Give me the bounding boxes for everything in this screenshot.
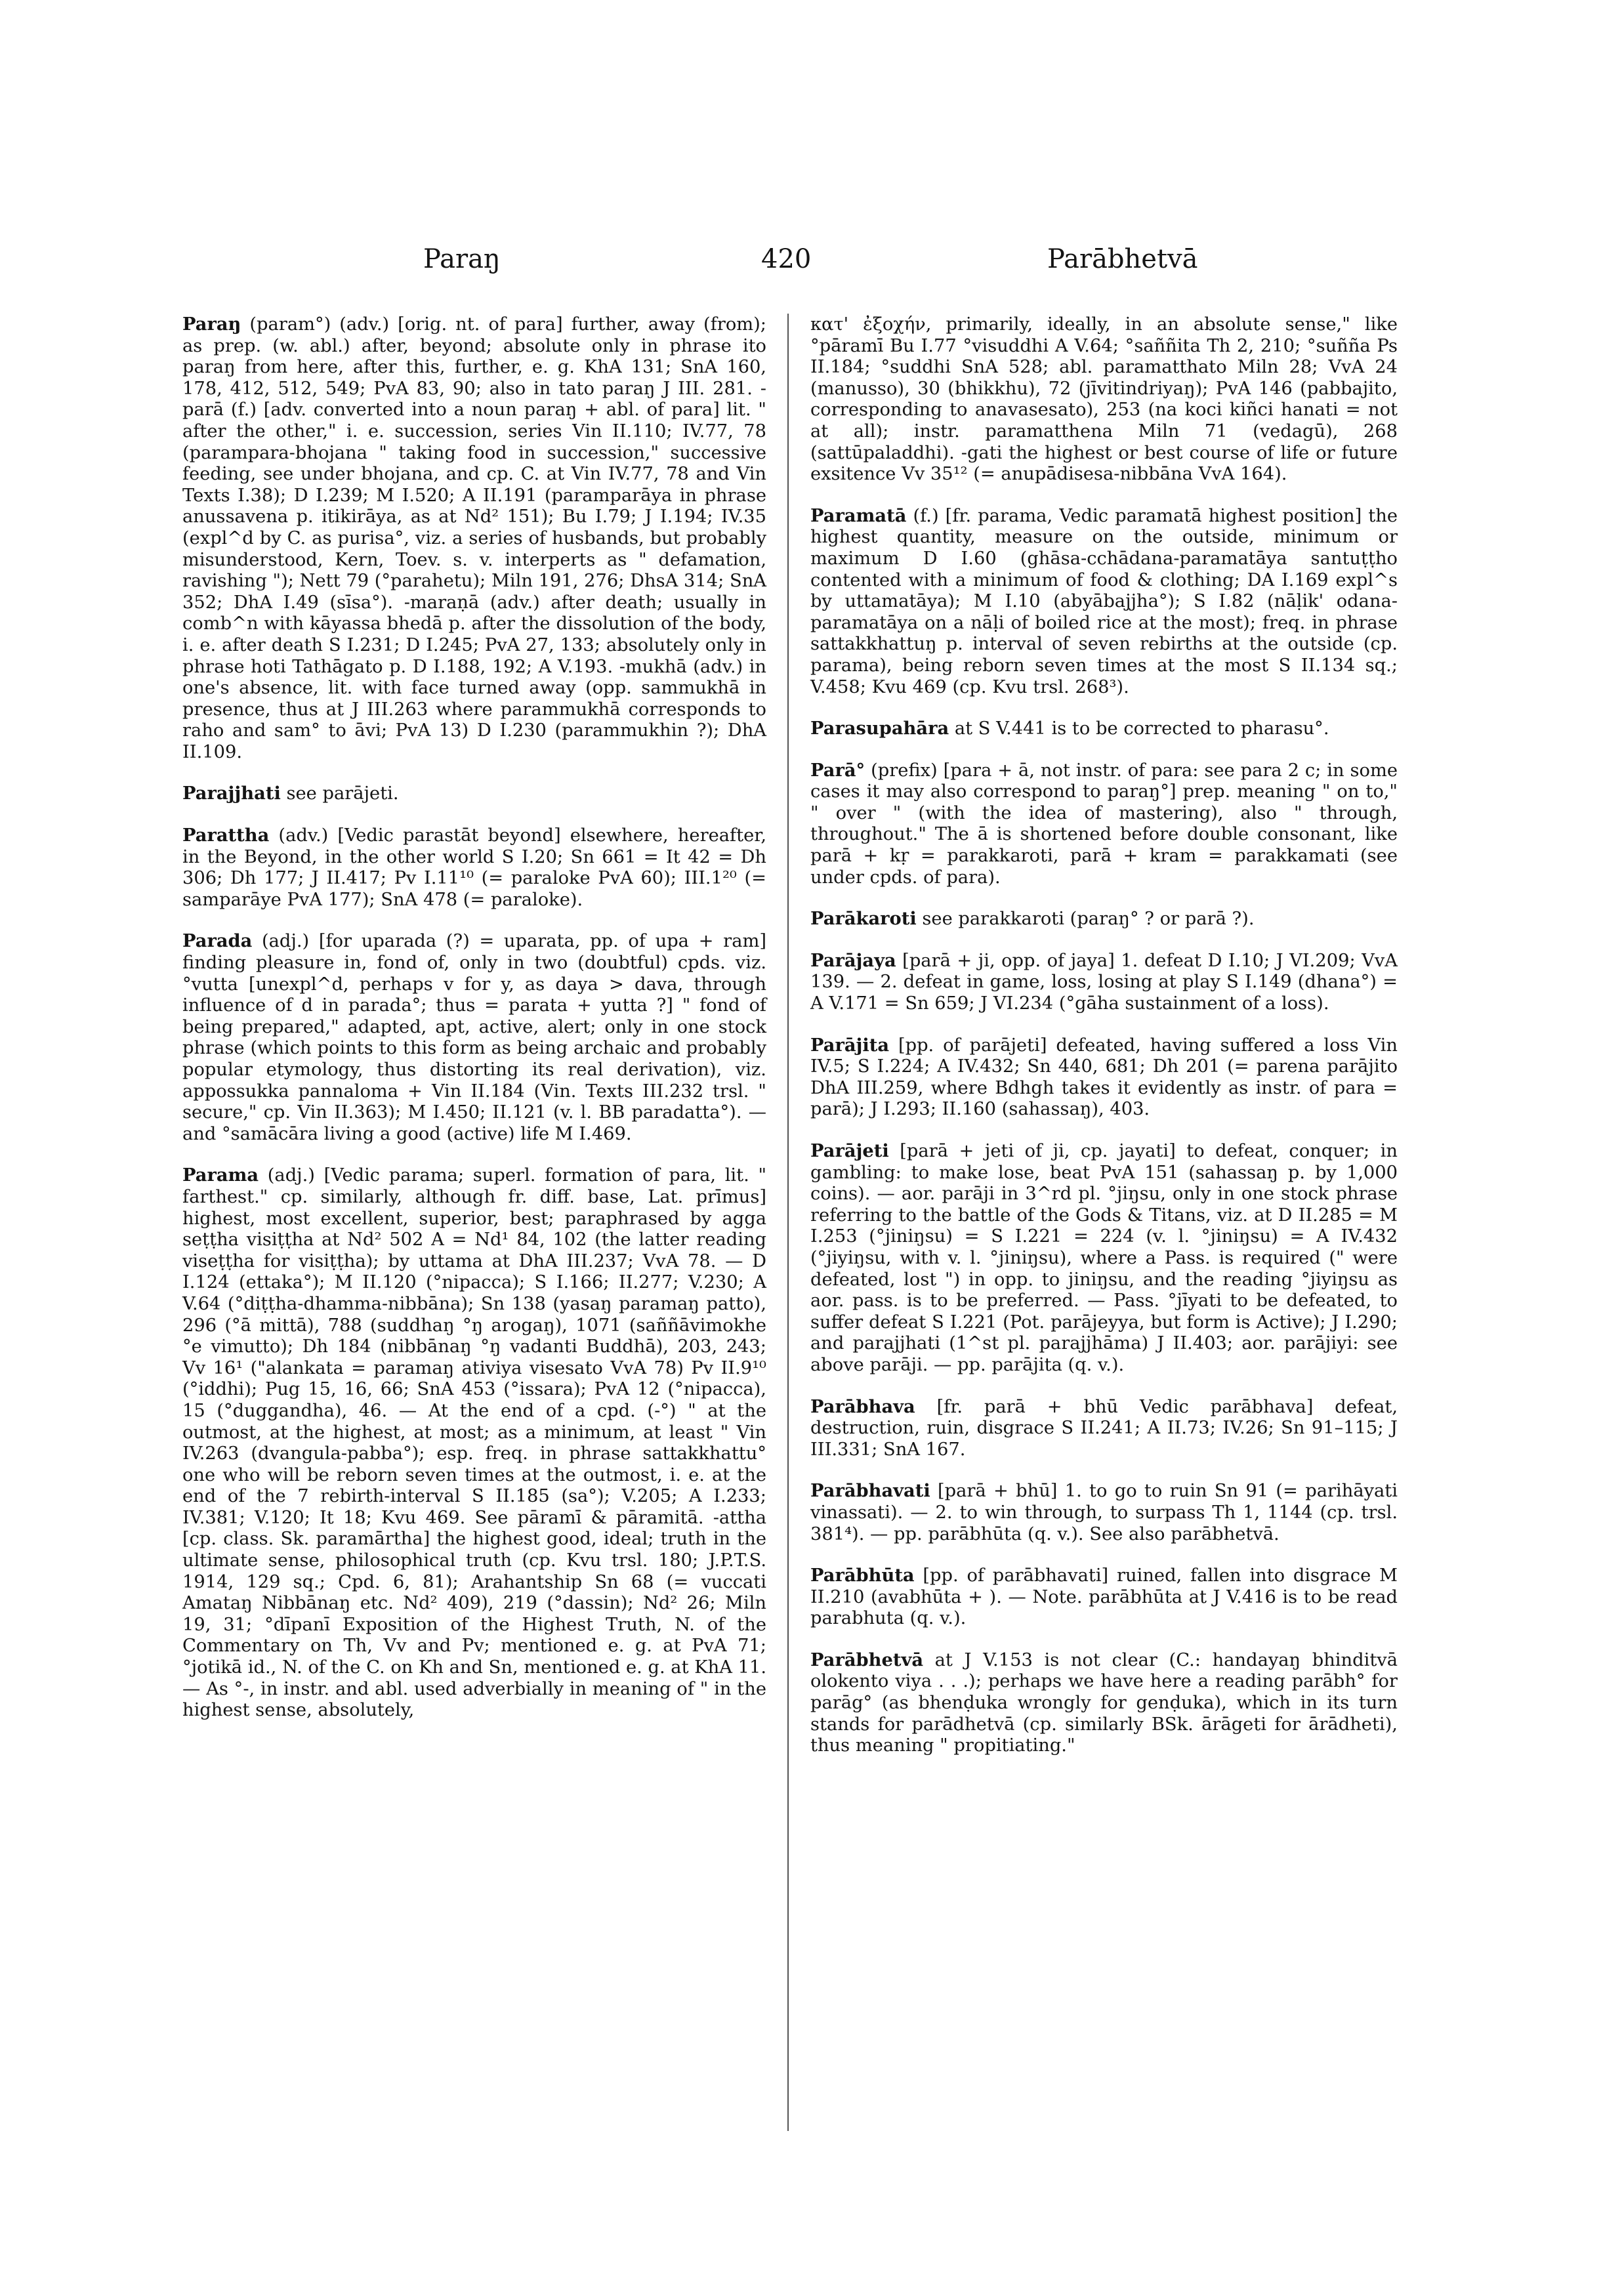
entry-paran bbox=[182, 314, 766, 763]
entry-text: [parā + jeti of ji, cp. jayati] to defeat, conquer; in gambling: to make lose, beat PvA 151 (sahassaŋ p. by 1,000 coins). — aor. parāji in 3^rd pl. °jiŋsu, only in one stock phrase referring to the battle of the Gods & Titans, viz. at D II.285 = M I.253 (°jiniŋsu) = S I.221 = 224 (v. l. °jiniŋsu) = A IV.432 (°jiyiŋsu, with v. l. °jiniŋsu), where a Pass. is required (" were defeated, lost ") in opp. to jiniŋsu, and the reading °jiyiŋsu as aor. pass. is to be preferred. — Pass. °jīyati to be defeated, to suffer defeat S I.221 (Pot. parājeyya, but form is Active); J I.290; and parajjhati (1^st pl. parajjhāma) J II.403; aor. parājiyi: see above parāji. — pp. parājita (q. v.). bbox=[810, 1141, 1398, 1375]
entry-text: (f.) [fr. parama, Vedic paramatā highest position] the highest quantity, measure on the outside, minimum or maximum D I.60 (ghāsa-cchādana-paramatāya santuṭṭho contented with a minimum of food & clothing; DA I.169 expl^s by uttamatāya); M I.10 (abyābajjha°); S I.82 (nāḷik' odana-paramatāya on a nāḷi of boiled rice at the most); freq. in phrase sattakkhattuŋ p. interval of seven rebirths at the outside (cp. parama), being reborn seven times at the most S II.134 sq.; V.458; Kvu 469 (cp. Kvu trsl. 268³). bbox=[810, 505, 1398, 697]
headword: Parattha bbox=[182, 825, 270, 846]
column-divider bbox=[787, 314, 789, 2131]
headword: Parajjhati bbox=[182, 783, 281, 804]
entry-text: see parakkaroti (paraŋ° ? or parā ?). bbox=[922, 909, 1255, 930]
headword: Parābhūta bbox=[810, 1565, 915, 1586]
entry-parajaya bbox=[810, 950, 1398, 1015]
headword: Parama bbox=[182, 1165, 259, 1186]
headword: Parābhava bbox=[810, 1396, 915, 1417]
right-guide-word: Parābhetvā bbox=[1047, 244, 1198, 274]
entry-text: see parājeti. bbox=[286, 783, 399, 804]
entry-text: [parā + ji, opp. of jaya] 1. defeat D I.10; J VI.209; VvA 139. — 2. defeat in game, loss, losing at play S I.149 (dhana°) = A V.171 = Sn 659; J VI.234 (°gāha sustainment of a loss). bbox=[810, 950, 1398, 1014]
entry-text: κατ' ἐξοχήν, primarily, ideally, in an absolute sense," like °pāramī Bu I.77 °visuddhi A V.64; °saññita Th 2, 210; °suñña Ps II.184; °suddhi SnA 528; abl. paramatthato Miln 28; VvA 24 (manusso), 30 (bhikkhu), 72 (jīvitindriyaŋ); PvA 146 (pabbajito, corresponding to anavasesato), 253 (na koci kiñci hanati = not at all); instr. paramatthena Miln 71 (vedagū), 268 (sattūpaladdhi). -gati the highest or best course of life or future exsitence Vv 35¹² (= anupādisesa-nibbāna VvA 164). bbox=[810, 314, 1398, 485]
entry-text: (adj.) [Vedic parama; superl. formation of para, lit. " farthest." cp. similarly, although fr. diff. base, Lat. prīmus] highest, most excellent, superior, best; paraphrased by agga seṭṭha visiṭṭha at Nd² 502 A = Nd¹ 84, 102 (the latter reading viseṭṭha for visiṭṭha); by uttama at DhA III.237; VvA 78. — D I.124 (ettaka°); M II.120 (°nipacca); S I.166; II.277; V.230; A V.64 (°diṭṭha-dhamma-nibbāna); Sn 138 (yasaŋ paramaŋ patto), 296 (°ā mittā), 788 (suddhaŋ °ŋ arogaŋ), 1071 (saññāvimokhe °e vimutto); Dh 184 (nibbānaŋ °ŋ vadanti Buddhā), 203, 243; Vv 16¹ ("alankata = paramaŋ ativiya visesato VvA 78) Pv II.9¹⁰ (°iddhi); Pug 15, 16, 66; SnA 453 (°issara); PvA 12 (°nipacca), 15 (°duggandha), 46. — At the end of a cpd. (-°) " at the outmost, at the highest, at most; as a minimum, at least " Vin IV.263 (dvangula-pabba°); esp. freq. in phrase sattakkhattu° one who will be reborn seven times at the outmost, i. e. at the end of the 7 rebirth-interval S II.185 (sa°); V.205; A I.233; IV.381; V.120; It 18; Kvu 469. See pāramī & pāramitā. -attha [cp. class. Sk. paramārtha] the highest good, ideal; truth in the ultimate sense, philosophical truth (cp. Kvu trsl. 180; J.P.T.S. 1914, 129 sq.; Cpd. 6, 81); Arahantship Sn 68 (= vuccati Amataŋ Nibbānaŋ etc. Nd² 409), 219 (°dassin); Nd² 26; Miln 19, 31; °dīpanī Exposition of the Highest Truth, N. of the Commentary on Th, Vv and Pv; mentioned e. g. at PvA 71; °jotikā id., N. of the C. on Kh and Sn, mentioned e. g. at KhA 11. — As °-, in instr. and abl. used adverbially in meaning of " in the highest sense, absolutely, bbox=[182, 1165, 766, 1721]
entry-parabhava bbox=[810, 1396, 1398, 1461]
right-column bbox=[810, 314, 1398, 1777]
entry-paramata bbox=[810, 505, 1398, 698]
headword: Paramatā bbox=[810, 505, 907, 526]
entry-parabhuta bbox=[810, 1565, 1398, 1630]
entry-parabhetva bbox=[810, 1649, 1398, 1757]
entry-text: [parā + bhū] 1. to go to ruin Sn 91 (= parihāyati vinassati). — 2. to win through, to surpass Th 1, 1144 (cp. trsl. 381⁴). — pp. parābhūta (q. v.). See also parābhetvā. bbox=[810, 1481, 1398, 1544]
headword: Parājaya bbox=[810, 949, 896, 971]
entry-parama bbox=[182, 1165, 766, 1721]
headword: Parada bbox=[182, 930, 253, 952]
headword: Parākaroti bbox=[810, 908, 917, 930]
left-column bbox=[182, 314, 766, 1741]
headword: Paraŋ bbox=[182, 314, 241, 335]
page-number: 420 bbox=[761, 244, 812, 274]
headword: Parābhetvā bbox=[810, 1649, 924, 1670]
headword: Parābhavati bbox=[810, 1480, 930, 1502]
headword: Parā° bbox=[810, 759, 865, 781]
headword: Parājita bbox=[810, 1034, 890, 1056]
entry-parajeti bbox=[810, 1140, 1398, 1376]
entry-text: [pp. of parābhavati] ruined, fallen into disgrace M II.210 (avabhūta + ). — Note. parābhūta at J V.416 is to be read parabhuta (q. v.). bbox=[810, 1565, 1398, 1629]
entry-text: (prefix) [para + ā, not instr. of para: see para 2 c; in some cases it may also correspond to paraŋ°] prep. meaning " on to," " over " (with the idea of mastering), also " through, throughout." The ā is shortened before double consonant, like parā + kṛ = parakkaroti, parā + kram = parakkamati (see under cpds. of para). bbox=[810, 760, 1398, 888]
entry-text: at J V.153 is not clear (C.: handayaŋ bhinditvā olokento viya . . .); perhaps we have here a reading parābh° for parāg° (as bhenḍuka wrongly for genḍuka), which in its turn stands for parādhetvā (cp. similarly BSk. ārāgeti for ārādheti), thus meaning " propitiating." bbox=[810, 1649, 1398, 1756]
entry-parajita bbox=[810, 1035, 1398, 1121]
left-guide-word: Paraŋ bbox=[423, 244, 501, 274]
page-header bbox=[0, 244, 1624, 290]
entry-text: at S V.441 is to be corrected to pharasu°. bbox=[954, 718, 1329, 739]
entry-parakaroti bbox=[810, 908, 1398, 930]
entry-text: [pp. of parājeti] defeated, having suffered a loss Vin IV.5; S I.224; A IV.432; Sn 440, 681; Dh 201 (= parena parājito DhA III.259, where Bdhgh takes it evidently as instr. of para = parā); J I.293; II.160 (sahassaŋ), 403. bbox=[810, 1035, 1398, 1120]
headword: Parājeti bbox=[810, 1140, 889, 1161]
entry-para-prefix bbox=[810, 760, 1398, 889]
entry-parama-continued bbox=[810, 314, 1398, 486]
entry-parasupahara bbox=[810, 718, 1398, 740]
entry-parajjhati bbox=[182, 783, 766, 805]
entry-text: [fr. parā + bhū Vedic parābhava] defeat, destruction, ruin, disgrace S II.241; A II.73; IV.26; Sn 91–115; J III.331; SnA 167. bbox=[810, 1396, 1398, 1460]
headword: Parasupahāra bbox=[810, 718, 949, 739]
entry-text: (adv.) [Vedic parastāt beyond] elsewhere, hereafter, in the Beyond, in the other world S I.20; Sn 661 = It 42 = Dh 306; Dh 177; J II.417; Pv I.11¹⁰ (= paraloke PvA 60); III.1²⁰ (= samparāye PvA 177); SnA 478 (= paraloke). bbox=[182, 825, 766, 910]
entry-parada bbox=[182, 930, 766, 1145]
entry-parabhavati bbox=[810, 1480, 1398, 1545]
entry-text: (param°) (adv.) [orig. nt. of para] further, away (from); as prep. (w. abl.) after, beyond; absolute only in phrase ito paraŋ from here, after this, further, e. g. KhA 131; SnA 160, 178, 412, 512, 549; PvA 83, 90; also in tato paraŋ J III. 281. -parā (f.) [adv. converted into a noun paraŋ + abl. of para] lit. " after the other," i. e. succession, series Vin II.110; IV.77, 78 (parampara-bhojana " taking food in succession," successive feeding, see under bhojana, and cp. C. at Vin IV.77, 78 and Vin Texts I.38); D I.239; M I.520; A II.191 (paramparāya in phrase anussavena p. itikirāya, as at Nd² 151); Bu I.79; J I.194; IV.35 (expl^d by C. as purisa°, viz. a series of husbands, but probably misunderstood, Kern, Toev. s. v. interperts as " defamation, ravishing "); Nett 79 (°parahetu); Miln 191, 276; DhsA 314; SnA 352; DhA I.49 (sīsa°). -maraṇā (adv.) after death; usually in comb^n with kāyassa bhedā p. after the dissolution of the body, i. e. after death S I.231; D I.245; PvA 27, 133; absolutely only in phrase hoti Tathāgato p. D I.188, 192; A V.193. -mukhā (adv.) in one's absence, lit. with face turned away (opp. sammukhā in presence, thus at J III.263 where parammukhā corresponds to raho and sam° to āvi; PvA 13) D I.230 (parammukhin ?); DhA II.109. bbox=[182, 314, 766, 762]
entry-text: (adj.) [for uparada (?) = uparata, pp. of upa + ram] finding pleasure in, fond of, only in two (doubtful) cpds. viz. °vutta [unexpl^d, perhaps v for y, as daya > dava, through influence of d in parada°; thus = parata + yutta ?] " fond of being prepared," adapted, apt, active, alert; only in one stock phrase (which points to this form as being archaic and probably popular etymology, thus distorting its real derivation), viz. appossukka pannaloma + Vin II.184 (Vin. Texts III.232 trsl. " secure," cp. Vin II.363); M I.450; II.121 (v. l. BB paradatta°). — and °samācāra living a good (active) life M I.469. bbox=[182, 931, 767, 1144]
entry-parattha bbox=[182, 825, 766, 911]
